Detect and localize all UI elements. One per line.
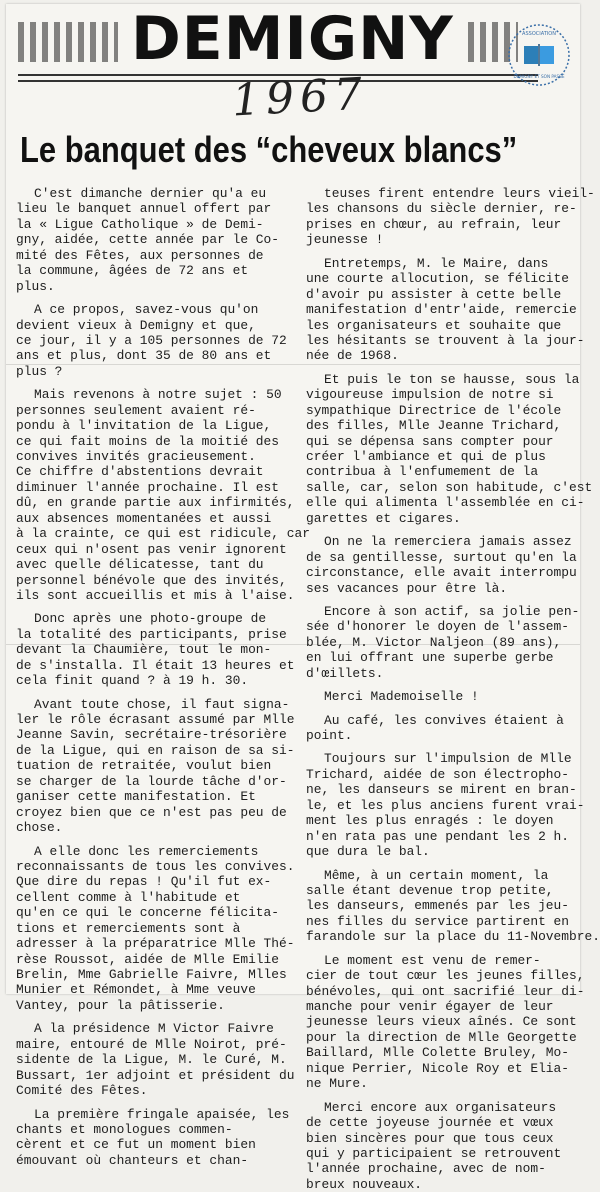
text-line: diminuer l'année prochaine. Il est: [16, 479, 280, 495]
text-line: bien sincères pour que tous ceux: [306, 1130, 554, 1146]
text-line: Jeanne Savin, secrétaire-trésorière: [16, 727, 287, 743]
text-line: maire, entouré de Mlle Noirot, pré-: [16, 1036, 287, 1052]
text-line: la totalité des participants, prise: [16, 626, 287, 642]
text-line: A elle donc les remerciements: [34, 843, 259, 859]
text-line: vigoureuse impulsion de notre si: [306, 387, 554, 403]
text-line: nique Perrier, Nicole Roy et Elia-: [306, 1060, 570, 1076]
text-line: des filles, Mlle Jeanne Trichard,: [306, 418, 562, 434]
text-line: reconnaissants de tous les convives.: [16, 858, 295, 874]
text-line: Comité des Fêtes.: [16, 1083, 148, 1099]
text-line: dû, en grande partie aux infirmités,: [16, 495, 295, 511]
text-line: ne, les danseurs se mirent en bran-: [306, 782, 577, 798]
text-line: Brelin, Mme Gabrielle Faivre, Mlles: [16, 967, 287, 982]
text-line: Baillard, Mlle Colette Bruley, Mo-: [306, 1045, 570, 1061]
text-line: Et puis le ton se hausse, sous la: [324, 371, 580, 387]
text-line: ce jour, il y a 105 personnes de 72: [16, 332, 287, 348]
text-line: personnes seulement avaient ré-: [16, 402, 256, 418]
text-line: les hésitants se trouvent à la jour-: [306, 332, 585, 348]
paper-fold-line: [6, 364, 580, 365]
article-paragraph: [306, 1100, 576, 1192]
text-line: les danseurs, emmenés par les jeu-: [306, 898, 570, 914]
text-line: créer l'ambiance et qui de plus: [306, 449, 546, 464]
text-line: salle, car, selon son habitude, c'est: [306, 479, 593, 495]
article-paragraph: [306, 952, 585, 1092]
text-line: ce qui fait moins de la moitié des: [16, 433, 280, 449]
text-line: l'année prochaine, avec de nom-: [306, 1161, 546, 1177]
text-line: point.: [306, 728, 353, 743]
article-paragraph: [16, 302, 298, 379]
text-line: prises en chœur, au refrain, leur: [306, 216, 562, 232]
left-column: [16, 186, 310, 1168]
article-paragraph: [306, 751, 585, 860]
article-paragraph: [306, 534, 576, 596]
text-line: cellent comme à l'habitude et: [16, 889, 241, 905]
text-line: la « Ligue Catholique » de Demi-: [16, 216, 264, 232]
text-line: chants et monologues commen-: [16, 1121, 233, 1137]
article-paragraph: [306, 713, 576, 744]
text-line: Bussart, 1er adjoint et président du: [16, 1067, 295, 1083]
text-line: de la Ligue, qui en raison de sa si-: [16, 742, 295, 758]
text-line: jeunesse !: [306, 232, 384, 248]
text-line: qui y participaient se retrouvent: [306, 1145, 562, 1161]
text-line: ceux qui n'osent pas venir ignorent: [16, 541, 287, 557]
text-line: pondu à l'invitation de la Ligue,: [16, 418, 272, 434]
text-line: Même, à un certain moment, la: [324, 867, 549, 883]
text-line: manifestation d'entr'aide, remercie: [306, 302, 577, 318]
text-line: convives invités gracieusement.: [16, 449, 256, 464]
article-paragraph: [306, 689, 576, 704]
text-line: devient vieux à Demigny et que,: [16, 317, 256, 333]
text-line: Munier et Rémondet, à Mme veuve: [16, 982, 256, 998]
text-line: jeunesse leurs vieux aînés. Ce sont: [306, 1014, 577, 1030]
text-line: teuses firent entendre leurs vieil-: [324, 186, 595, 201]
text-line: cela finit quand ? à 19 h. 30.: [16, 673, 249, 689]
masthead: [6, 4, 580, 127]
text-line: A la présidence M Victor Faivre: [34, 1021, 274, 1037]
masthead-hatching-left: [18, 22, 118, 62]
text-line: bénévoles, qui ont sacrifié leur di-: [306, 983, 585, 999]
svg-text:ASSOCIATION: ASSOCIATION: [522, 31, 556, 37]
text-line: se charger de la lourde tâche d'or-: [16, 773, 287, 789]
text-line: Trichard, aidée de son électropho-: [306, 766, 570, 782]
text-line: tuation de retraitée, voulut bien: [16, 758, 272, 774]
text-line: lieu le banquet annuel offert par: [16, 201, 272, 217]
article-body: [16, 186, 600, 1192]
text-line: Vantey, pour la pâtisserie.: [16, 997, 225, 1013]
article-paragraph: [16, 186, 298, 294]
text-line: Merci encore aux organisateurs: [324, 1099, 557, 1115]
text-line: elle qui alimenta l'assemblée en ci-: [306, 495, 585, 511]
text-line: plus ?: [16, 363, 63, 379]
text-line: tions et remerciements sont à: [16, 920, 241, 936]
article-paragraph: [306, 186, 595, 248]
town-title: DEMIGNY: [131, 4, 454, 74]
text-line: ses vacances pour être là.: [306, 580, 508, 596]
text-line: de cette joyeuse journée et vœux: [306, 1115, 554, 1131]
text-line: cèrent et ce fut un moment bien: [16, 1137, 256, 1153]
text-line: sée d'honorer le doyen de l'assem-: [306, 619, 570, 635]
text-line: née de 1968.: [306, 348, 399, 364]
svg-text:DEMIGNY ET SON PASSÉ: DEMIGNY ET SON PASSÉ: [513, 74, 565, 79]
text-line: d'avoir pu assister à cette belle: [306, 286, 562, 302]
newspaper-clipping: [6, 4, 600, 1192]
text-line: Ce chiffre d'abstentions devrait: [16, 464, 264, 480]
article-paragraph: [306, 603, 580, 681]
text-line: cier de tout cœur les jeunes filles,: [306, 968, 585, 984]
article-paragraph: [16, 844, 298, 1014]
text-line: en lui offrant une superbe gerbe: [306, 650, 554, 666]
text-line: les chansons du siècle dernier, re-: [306, 201, 577, 217]
article-headline: Le banquet des “cheveux blancs”: [20, 129, 518, 170]
text-line: breux nouveaux.: [306, 1176, 423, 1192]
text-line: circonstance, elle avait interrompu: [306, 565, 577, 581]
article-paragraph: [16, 387, 310, 603]
right-column: [306, 186, 600, 1192]
text-line: farandole sur la place du 11-Novembre.: [306, 929, 600, 945]
text-line: émouvant où chanteurs et chan-: [16, 1152, 249, 1168]
text-line: que dura le bal.: [306, 844, 430, 860]
text-line: rèse Roussot, aidée de Mlle Emilie: [16, 951, 280, 967]
text-line: Au café, les convives étaient à: [324, 712, 564, 728]
article-paragraph: [16, 1021, 298, 1098]
text-line: ans et plus, dont 35 de 80 ans et: [16, 348, 272, 364]
article-paragraph: [16, 697, 298, 836]
text-line: chose.: [16, 820, 63, 836]
text-line: devant la Chaumière, tout le mon-: [16, 642, 272, 658]
text-line: de s'installa. Il était 13 heures et: [16, 657, 295, 673]
text-line: sidente de la Ligue, M. le Curé, M.: [16, 1052, 287, 1068]
text-line: sympathique Directrice de l'école: [306, 402, 562, 418]
text-line: ganiser cette manifestation. Et: [16, 789, 256, 805]
paper-fold-line: [6, 644, 580, 645]
text-line: d'œillets.: [306, 665, 384, 681]
text-line: Merci Mademoiselle !: [324, 689, 479, 705]
text-line: les organisateurs et souhaite que: [306, 317, 562, 333]
text-line: A ce propos, savez-vous qu'on: [34, 302, 259, 318]
text-line: ler le rôle écrasant assumé par Mlle: [16, 712, 295, 727]
text-line: une courte allocution, se félicite: [306, 271, 570, 287]
text-line: aux absences momentanées et aussi: [16, 510, 272, 526]
text-line: Toujours sur l'impulsion de Mlle: [324, 751, 572, 767]
text-line: garettes et cigares.: [306, 510, 461, 526]
text-line: n'en rata pas une pendant les 2 h.: [306, 828, 570, 844]
association-logo: [506, 22, 572, 88]
text-line: qui se dépensa sans compter pour: [306, 433, 554, 449]
text-line: adresser à la préparatrice Mlle Thé-: [16, 936, 295, 952]
text-line: ils sont accueillis et mis à l'aise.: [16, 587, 295, 603]
text-line: pour la direction de Mlle Georgette: [306, 1029, 577, 1045]
text-line: On ne la remerciera jamais assez: [324, 534, 572, 550]
text-line: Encore à son actif, sa jolie pen-: [324, 603, 580, 619]
article-paragraph: [306, 371, 593, 526]
text-line: blée, M. Victor Naljeon (89 ans),: [306, 634, 562, 650]
text-line: à la crainte, ce qui est ridicule, car: [16, 526, 310, 542]
text-line: C'est dimanche dernier qu'a eu: [34, 186, 267, 201]
text-line: contribua à l'enfumement de la: [306, 464, 539, 480]
text-line: Avant toute chose, il faut signa-: [34, 696, 290, 712]
text-line: avec quelle délicatesse, tant du: [16, 557, 264, 573]
text-line: nes filles du service partirent en: [306, 913, 570, 929]
text-line: plus.: [16, 278, 55, 294]
text-line: Le moment est venu de remer-: [324, 952, 541, 968]
article-paragraph: [306, 867, 600, 945]
article-paragraph: [16, 1107, 298, 1169]
text-line: La première fringale apaisée, les: [34, 1106, 290, 1122]
text-line: qu'en ce qui le concerne félicita-: [16, 905, 280, 921]
article-paragraph: [16, 611, 298, 688]
text-line: manche pour venir égayer de leur: [306, 999, 554, 1014]
handwritten-year: 1967: [230, 68, 370, 127]
text-line: la commune, âgées de 72 ans et: [16, 263, 249, 279]
text-line: de sa gentillesse, surtout qu'en la: [306, 549, 577, 565]
text-line: croyez bien que ce n'est pas peu de: [16, 804, 287, 820]
text-line: Donc après une photo-groupe de: [34, 611, 267, 627]
article-paragraph: [306, 255, 585, 364]
text-line: personnel bénévole que des invités,: [16, 572, 287, 588]
text-line: Mais revenons à notre sujet : 50: [34, 387, 282, 403]
text-line: Entretemps, M. le Maire, dans: [324, 255, 549, 271]
text-line: Que dire du repas ! Qu'il fut ex-: [16, 874, 272, 890]
text-line: salle étant devenue trop petite,: [306, 882, 554, 898]
text-line: gny, aidée, cette année par le Co-: [16, 232, 280, 248]
text-line: ne Mure.: [306, 1076, 368, 1092]
text-line: ment les plus enragés : le doyen: [306, 813, 554, 829]
text-line: le, et les plus anciens furent vrai-: [306, 797, 585, 813]
text-line: mité des Fêtes, aux personnes de: [16, 247, 264, 263]
